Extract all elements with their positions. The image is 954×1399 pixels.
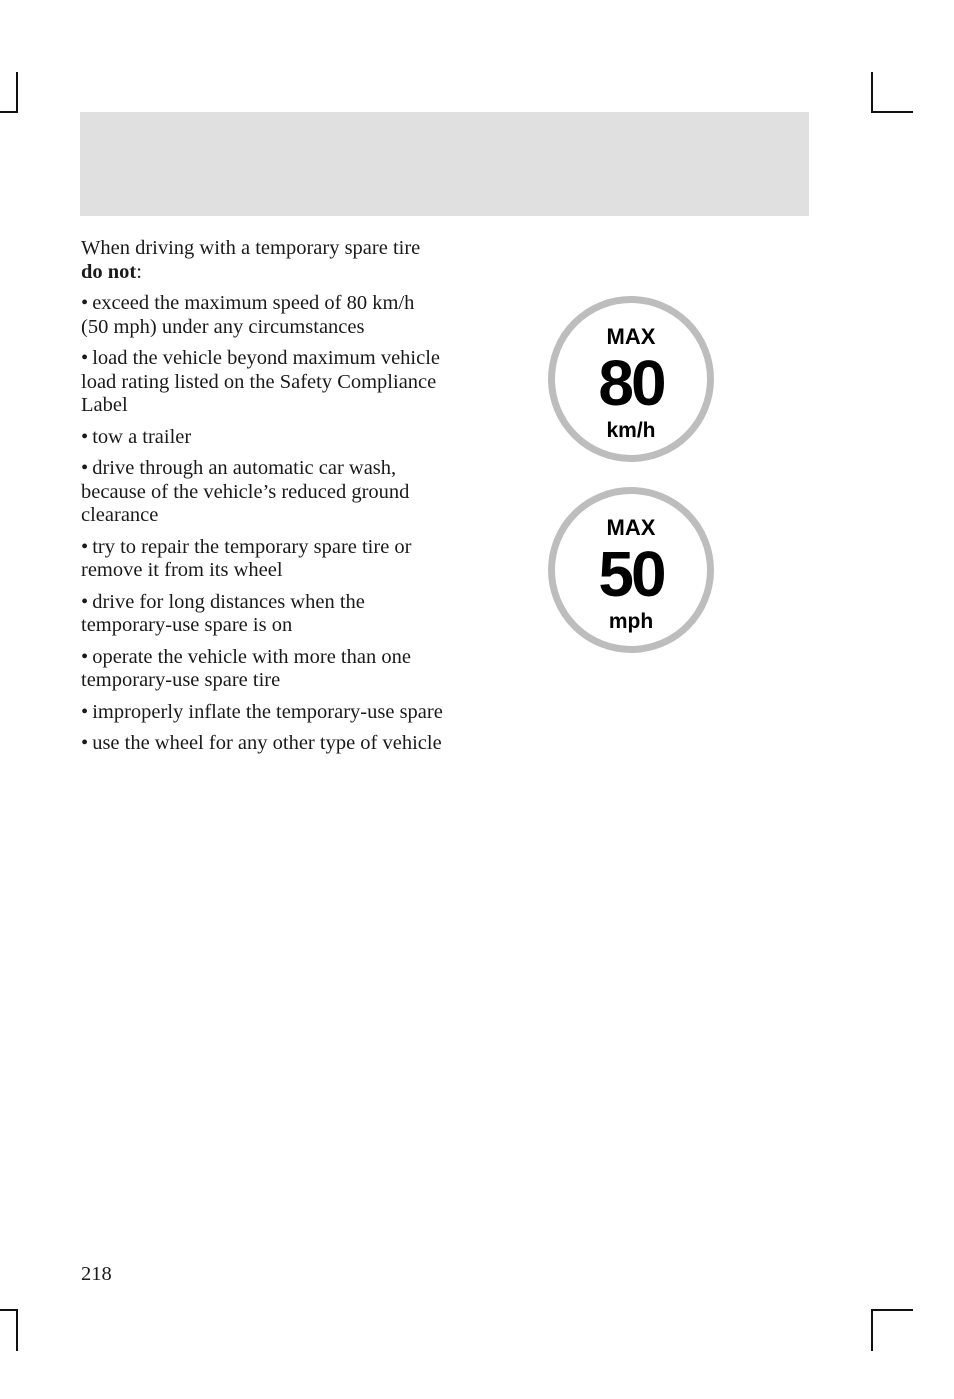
max-speed-mph-sign-icon — [548, 487, 714, 653]
section-header-band — [80, 112, 809, 216]
list-item — [81, 426, 446, 450]
bullet-icon: • — [81, 535, 89, 558]
bullet-icon: • — [81, 425, 89, 448]
list-item — [81, 732, 446, 756]
intro-emphasis: do not — [81, 260, 137, 283]
list-item — [81, 536, 446, 583]
intro-colon: : — [136, 260, 142, 283]
list-item-text: try to repair the temporary spare tire or remove it from its wheel — [81, 535, 412, 581]
crop-mark-top-right-horizontal — [871, 111, 913, 113]
bullet-icon: • — [81, 347, 89, 369]
list-item-text: drive for long distances when the temporary-use spare is on — [81, 590, 365, 636]
sign-max-label: MAX — [606, 515, 656, 540]
intro-text: When driving with a temporary spare tire — [81, 237, 421, 259]
bullet-icon: • — [81, 590, 89, 613]
bullet-icon: • — [81, 700, 89, 723]
crop-mark-top-left-vertical — [16, 72, 18, 113]
crop-mark-bottom-left-vertical — [16, 1309, 18, 1351]
spare-tire-warnings — [81, 237, 446, 764]
list-item — [81, 347, 446, 418]
max-speed-kmh-sign-icon — [548, 296, 714, 462]
sign-speed-unit: mph — [608, 610, 654, 633]
warning-list — [81, 292, 446, 756]
list-item — [81, 646, 446, 693]
list-item — [81, 701, 446, 725]
bullet-icon: • — [81, 732, 89, 754]
bullet-icon: • — [81, 645, 89, 668]
list-item-text: drive through an automatic car wash, because of the vehicle’s reduced ground clearance — [81, 457, 410, 526]
sign-speed-value: 50 — [598, 538, 664, 610]
list-item-text: exceed the maximum speed of 80 km/h (50 mph) under any circumstances — [81, 292, 415, 338]
sign-speed-value: 80 — [598, 347, 664, 419]
crop-mark-top-left-horizontal — [0, 111, 18, 113]
list-item-text: use the wheel for any other type of vehicle — [92, 732, 442, 754]
list-item-text: load the vehicle beyond maximum vehicle load rating listed on the Safety Compliance Label — [81, 347, 441, 416]
intro-paragraph — [81, 237, 446, 284]
list-item-text: operate the vehicle with more than one temporary-use spare tire — [81, 645, 411, 691]
sign-speed-unit: km/h — [606, 419, 656, 442]
list-item — [81, 292, 446, 339]
bullet-icon: • — [81, 457, 89, 479]
list-item — [81, 591, 446, 638]
list-item-text: improperly inflate the temporary-use spare — [92, 700, 443, 723]
bullet-icon: • — [81, 292, 89, 314]
sign-max-label: MAX — [606, 324, 656, 349]
page-number: 218 — [81, 1263, 112, 1285]
crop-mark-top-right-vertical — [871, 72, 873, 113]
list-item-text: tow a trailer — [92, 425, 192, 448]
crop-mark-bottom-right-vertical — [871, 1309, 873, 1351]
list-item — [81, 457, 446, 528]
crop-mark-bottom-right-horizontal — [871, 1309, 913, 1311]
